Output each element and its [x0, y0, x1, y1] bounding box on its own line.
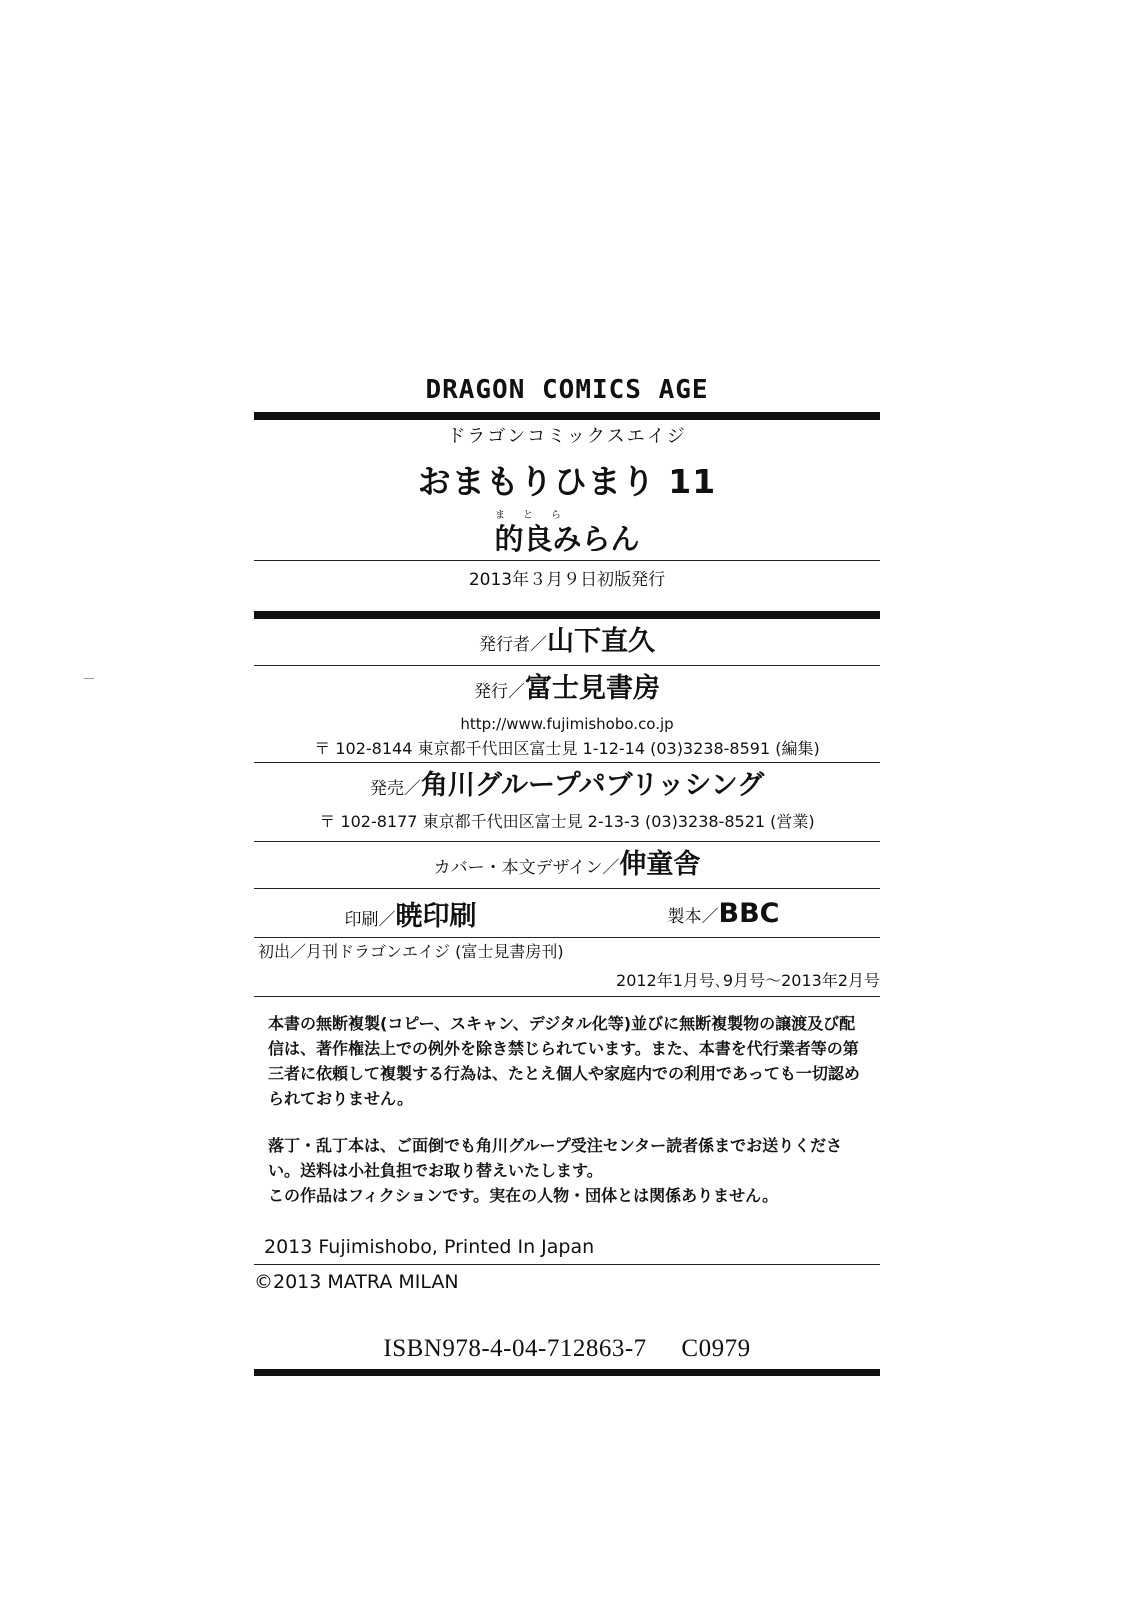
- distributor-row: [254, 763, 880, 809]
- isbn-line: [254, 1299, 880, 1369]
- series-kana: ドラゴンコミックスエイジ: [447, 426, 687, 447]
- printing-name: 暁印刷: [395, 900, 477, 932]
- binding-label: 製本／: [667, 906, 719, 927]
- publisher-row: [254, 666, 880, 712]
- author-name: 的良みらん: [494, 522, 640, 556]
- printing-cell: [254, 894, 567, 933]
- publisher-address: 〒 102-8144 東京都千代田区富士見 1-12-14 (03)3238-8591 (編集): [314, 739, 820, 758]
- publisher-url: http://www.fujimishobo.co.jp: [460, 715, 674, 733]
- distributor-name: 角川グループパブリッシング: [420, 770, 765, 801]
- printed-in-line: 2013 Fujimishobo, Printed In Japan: [264, 1236, 595, 1258]
- distributor-label: 発売／: [369, 779, 421, 799]
- scan-speck: [84, 678, 94, 679]
- printing-binding-row: [254, 889, 880, 937]
- legal-notice: [254, 997, 880, 1208]
- c-code: C0979: [681, 1335, 751, 1362]
- divider-thick: [254, 412, 880, 420]
- design-label: カバー・本文デザイン／: [433, 858, 620, 878]
- copyright-line: ©2013 MATRA MILAN: [254, 1271, 459, 1293]
- series-name: DRAGON COMICS AGE: [425, 375, 709, 405]
- printing-label: 印刷／: [344, 909, 396, 930]
- author-ruby: まとら: [495, 510, 579, 521]
- first-publication-line2: 2012年1月号､9月号～2013年2月号: [616, 971, 880, 990]
- distributor-address: 〒 102-8177 東京都千代田区富士見 2-13-3 (03)3238-8521 (営業): [319, 812, 815, 831]
- publisher-name: 富士見書房: [525, 673, 660, 704]
- isbn-number: ISBN978-4-04-712863-7: [383, 1335, 647, 1362]
- notice-copying: 本書の無断複製(コピー、スキャン、デジタル化等)並びに無断複製物の譲渡及び配信は、著作権法上での例外を除き禁じられています。また、本書を代行業者等の第三者に依頼して複製する行為は、たとえ個人や家庭内での利用であっても一切認められておりません。: [268, 1014, 860, 1108]
- divider-thick: [254, 1369, 880, 1376]
- notice-fiction: この作品はフィクションです。実在の人物・団体とは関係ありません。: [268, 1186, 779, 1205]
- release-date: 2013年３月９日初版発行: [468, 570, 666, 590]
- binding-cell: [567, 898, 880, 929]
- first-publication-line1: 初出／月刊ドラゴンエイジ (富士見書房刊): [258, 942, 564, 961]
- colophon-block: [254, 370, 880, 1376]
- divider-thick: [254, 611, 880, 619]
- notice-defects: 落丁・乱丁本は、ご面倒でも角川グループ受注センター読者係までお送りください。送料は小社負担でお取り替えいたします。: [268, 1136, 843, 1180]
- publisher-person-row: [254, 619, 880, 665]
- binding-name: BBC: [718, 897, 780, 929]
- publisher-label: 発行／: [474, 682, 525, 702]
- publisher-person-name: 山下直久: [547, 626, 655, 657]
- publisher-person-label: 発行者／: [479, 635, 547, 655]
- design-name: 伸童舎: [619, 849, 701, 880]
- design-row: [254, 842, 880, 888]
- book-title: おまもりひまり 11: [417, 462, 717, 501]
